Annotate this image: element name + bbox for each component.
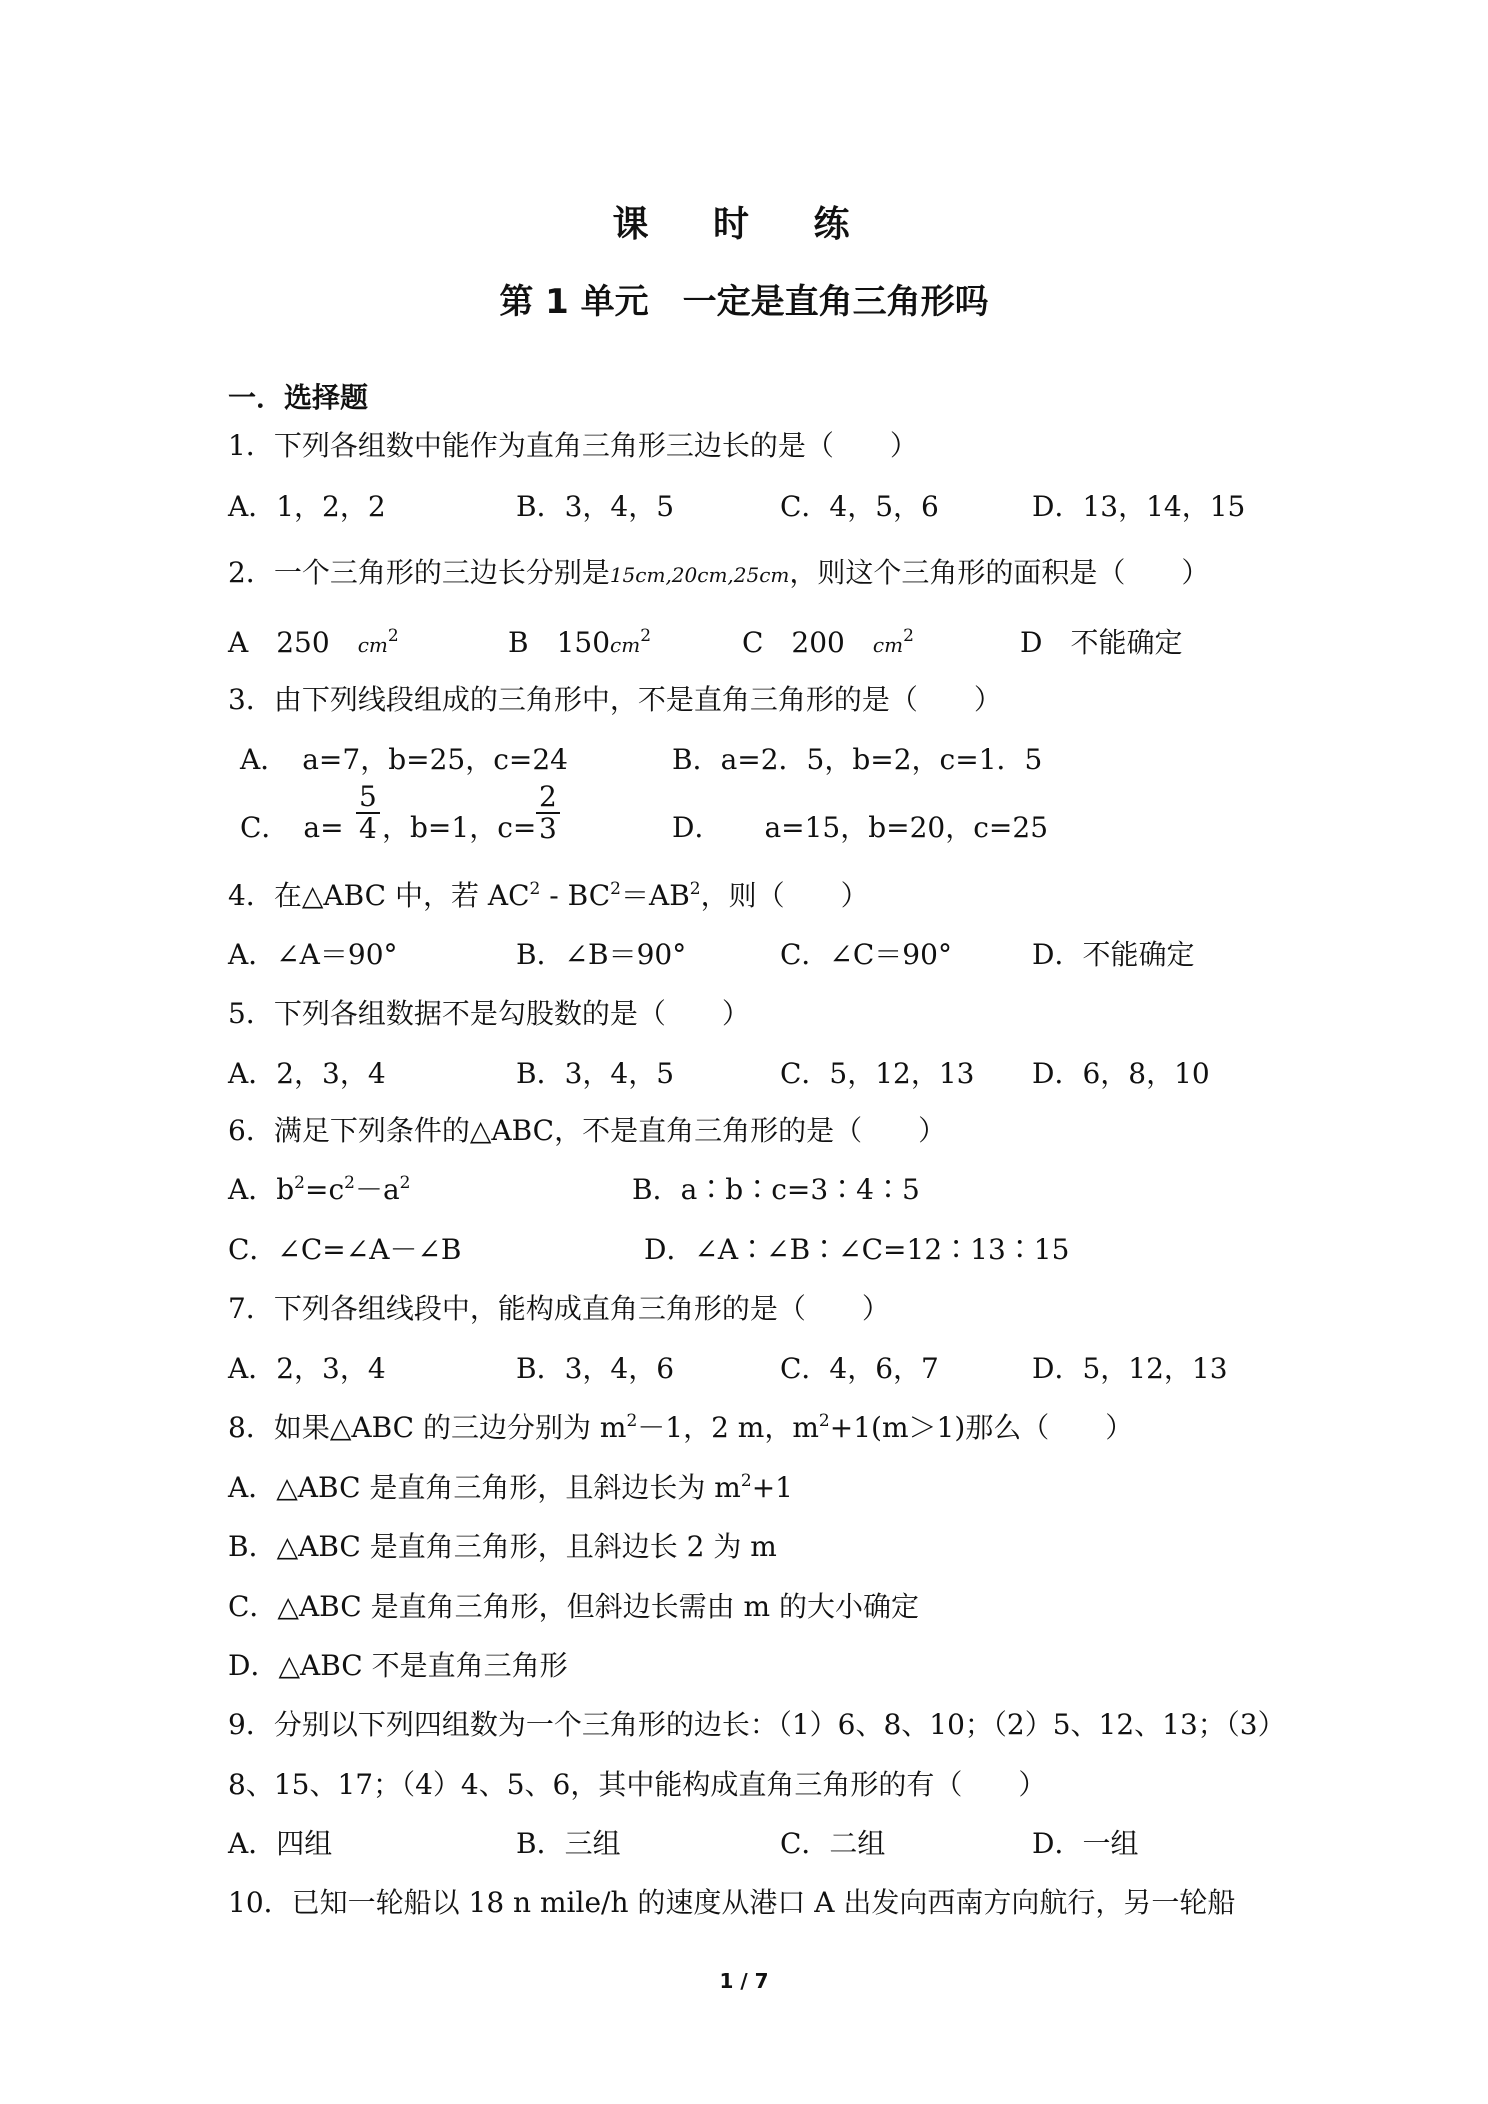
- option-a-start: A．b: [228, 1173, 295, 1206]
- question-7-options: [0, 1349, 1488, 1389]
- denominator: 3: [539, 812, 557, 845]
- option-c: C．5，12，13: [780, 1057, 975, 1090]
- question-6-options-row-2: [0, 1230, 1488, 1270]
- option-a: A． a=7，b=25，c=24: [240, 743, 568, 776]
- question-10-stem: 10．已知一轮船以 18 n mile/h 的速度从港口 A 出发向西南方向航行，另一轮船: [228, 1886, 1236, 1919]
- unit-label: cm: [610, 633, 641, 657]
- question-8-stem-end: +1(m＞1)那么（ ）: [829, 1411, 1134, 1444]
- option-d: D．5，12，13: [1032, 1352, 1228, 1385]
- option-a: A．∠A＝90°: [228, 938, 398, 971]
- question-8-stem-middle: －1，2 m，m: [637, 1411, 819, 1444]
- question-9-options: [0, 1824, 1488, 1864]
- page-number: 1 / 7: [719, 1969, 769, 1993]
- option-d: D 不能确定: [1020, 626, 1183, 659]
- question-4-stem-middle: - BC: [540, 879, 611, 912]
- question-8-stem: [228, 1408, 1133, 1448]
- option-c: [742, 623, 914, 665]
- option-a-start: A．△ABC 是直角三角形，且斜边长为 m: [228, 1471, 741, 1504]
- question-3-options-row-2: [0, 780, 1488, 848]
- superscript: 2: [740, 1471, 752, 1491]
- superscript: 2: [626, 1411, 638, 1431]
- question-4-stem: [228, 876, 869, 916]
- question-2-stem: [228, 553, 1209, 595]
- question-6-options-row-1: [0, 1170, 1488, 1210]
- superscript: 2: [610, 879, 621, 899]
- question-1-options: [0, 487, 1488, 527]
- superscript: 2: [903, 626, 914, 646]
- question-4-stem-start: 4．在△ABC 中，若 AC: [228, 879, 530, 912]
- superscript: 2: [387, 626, 399, 646]
- question-6-stem: 6．满足下列条件的△ABC，不是直角三角形的是（ ）: [228, 1114, 947, 1147]
- page-subtitle: 第 1 单元 一定是直角三角形吗: [499, 282, 989, 322]
- option-b: B．三组: [516, 1827, 621, 1860]
- option-d: D．∠A∶∠B∶∠C=12∶13∶15: [644, 1233, 1070, 1266]
- question-7-stem: 7．下列各组线段中，能构成直角三角形的是（ ）: [228, 1292, 890, 1325]
- option-d: D．不能确定: [1032, 938, 1195, 971]
- option-c: C．∠C=∠A－∠B: [228, 1233, 462, 1266]
- option-c-value: C 200: [742, 626, 845, 659]
- question-4-stem-middle-2: ＝AB: [620, 879, 690, 912]
- question-5-stem: 5．下列各组数据不是勾股数的是（ ）: [228, 997, 750, 1030]
- option-c: C．4，6，7: [780, 1352, 939, 1385]
- option-c: C．4，5，6: [780, 490, 939, 523]
- option-c-prefix: C． a=: [240, 811, 344, 844]
- fraction-five-fourths: [356, 782, 380, 844]
- superscript: 2: [818, 1411, 830, 1431]
- question-3-stem: 3．由下列线段组成的三角形中，不是直角三角形的是（ ）: [228, 683, 1002, 716]
- option-d: D．一组: [1032, 1827, 1139, 1860]
- option-a: A．2，3，4: [228, 1352, 386, 1385]
- question-9-stem-line-2: 8、15、17；（4）4、5、6，其中能构成直角三角形的有（ ）: [228, 1768, 1047, 1801]
- question-2-stem-start: 2．一个三角形的三边长分别是: [228, 556, 610, 589]
- question-8-option-b: B．△ABC 是直角三角形，且斜边长 2 为 m: [228, 1530, 777, 1563]
- option-d: D． a=15，b=20，c=25: [672, 811, 1049, 844]
- option-b-value: B 150: [508, 626, 611, 659]
- question-1-stem: 1．下列各组数中能作为直角三角形三边长的是（ ）: [228, 429, 918, 462]
- option-c: C．二组: [780, 1827, 886, 1860]
- question-8-stem-start: 8．如果△ABC 的三边分别为 m: [228, 1411, 627, 1444]
- option-a-end: －a: [354, 1173, 400, 1206]
- unit-label: cm: [357, 633, 388, 657]
- option-a: [228, 1170, 411, 1210]
- section-heading: 一．选择题: [228, 381, 369, 414]
- option-b: B．a∶b∶c=3∶4∶5: [632, 1173, 920, 1206]
- question-2-options: [0, 623, 1488, 663]
- denominator: 4: [359, 812, 377, 845]
- unit-label: cm: [872, 633, 904, 657]
- numerator: 5: [356, 782, 380, 814]
- superscript: 2: [640, 626, 652, 646]
- question-4-options: [0, 935, 1488, 975]
- question-2-side-lengths: 15cm,20cm,25cm: [609, 563, 790, 587]
- option-a: A．2，3，4: [228, 1057, 386, 1090]
- superscript: 2: [689, 879, 701, 899]
- question-2-stem-end: ，则这个三角形的面积是（ ）: [789, 556, 1210, 589]
- option-a-middle: =c: [304, 1173, 345, 1206]
- option-a: A．四组: [228, 1827, 333, 1860]
- option-a: A．1，2，2: [228, 490, 386, 523]
- option-b: B．∠B＝90°: [516, 938, 687, 971]
- question-5-options: [0, 1054, 1488, 1094]
- question-3-options-row-1: [0, 740, 1488, 780]
- option-a-end: +1: [751, 1471, 793, 1504]
- option-b: [508, 623, 651, 665]
- question-8-option-a: [228, 1468, 793, 1508]
- option-d: D．13，14，15: [1032, 490, 1246, 523]
- option-c-middle: ，b=1，c=: [382, 811, 537, 844]
- option-b: B．3，4，6: [516, 1352, 675, 1385]
- question-4-stem-end: ，则（ ）: [700, 879, 869, 912]
- question-8-option-c: C．△ABC 是直角三角形，但斜边长需由 m 的大小确定: [228, 1590, 919, 1623]
- fraction-two-thirds: [536, 782, 560, 844]
- option-a-value: A 250: [228, 626, 330, 659]
- superscript: 2: [399, 1173, 411, 1193]
- option-c: C．∠C＝90°: [780, 938, 952, 971]
- option-d: D．6，8，10: [1032, 1057, 1210, 1090]
- option-b: B．3，4，5: [516, 1057, 675, 1090]
- question-8-option-d: D．△ABC 不是直角三角形: [228, 1649, 568, 1682]
- option-b: B．a=2．5，b=2，c=1．5: [672, 743, 1043, 776]
- option-b: B．3，4，5: [516, 490, 675, 523]
- superscript: 2: [294, 1173, 305, 1193]
- superscript: 2: [344, 1173, 355, 1193]
- option-a: [228, 623, 399, 665]
- question-9-stem-line-1: 9．分别以下列四组数为一个三角形的边长：（1）6、8、10；（2）5、12、13；（3）: [228, 1708, 1286, 1741]
- numerator: 2: [536, 782, 560, 814]
- page-title: 课 时 练: [612, 204, 876, 245]
- superscript: 2: [529, 879, 541, 899]
